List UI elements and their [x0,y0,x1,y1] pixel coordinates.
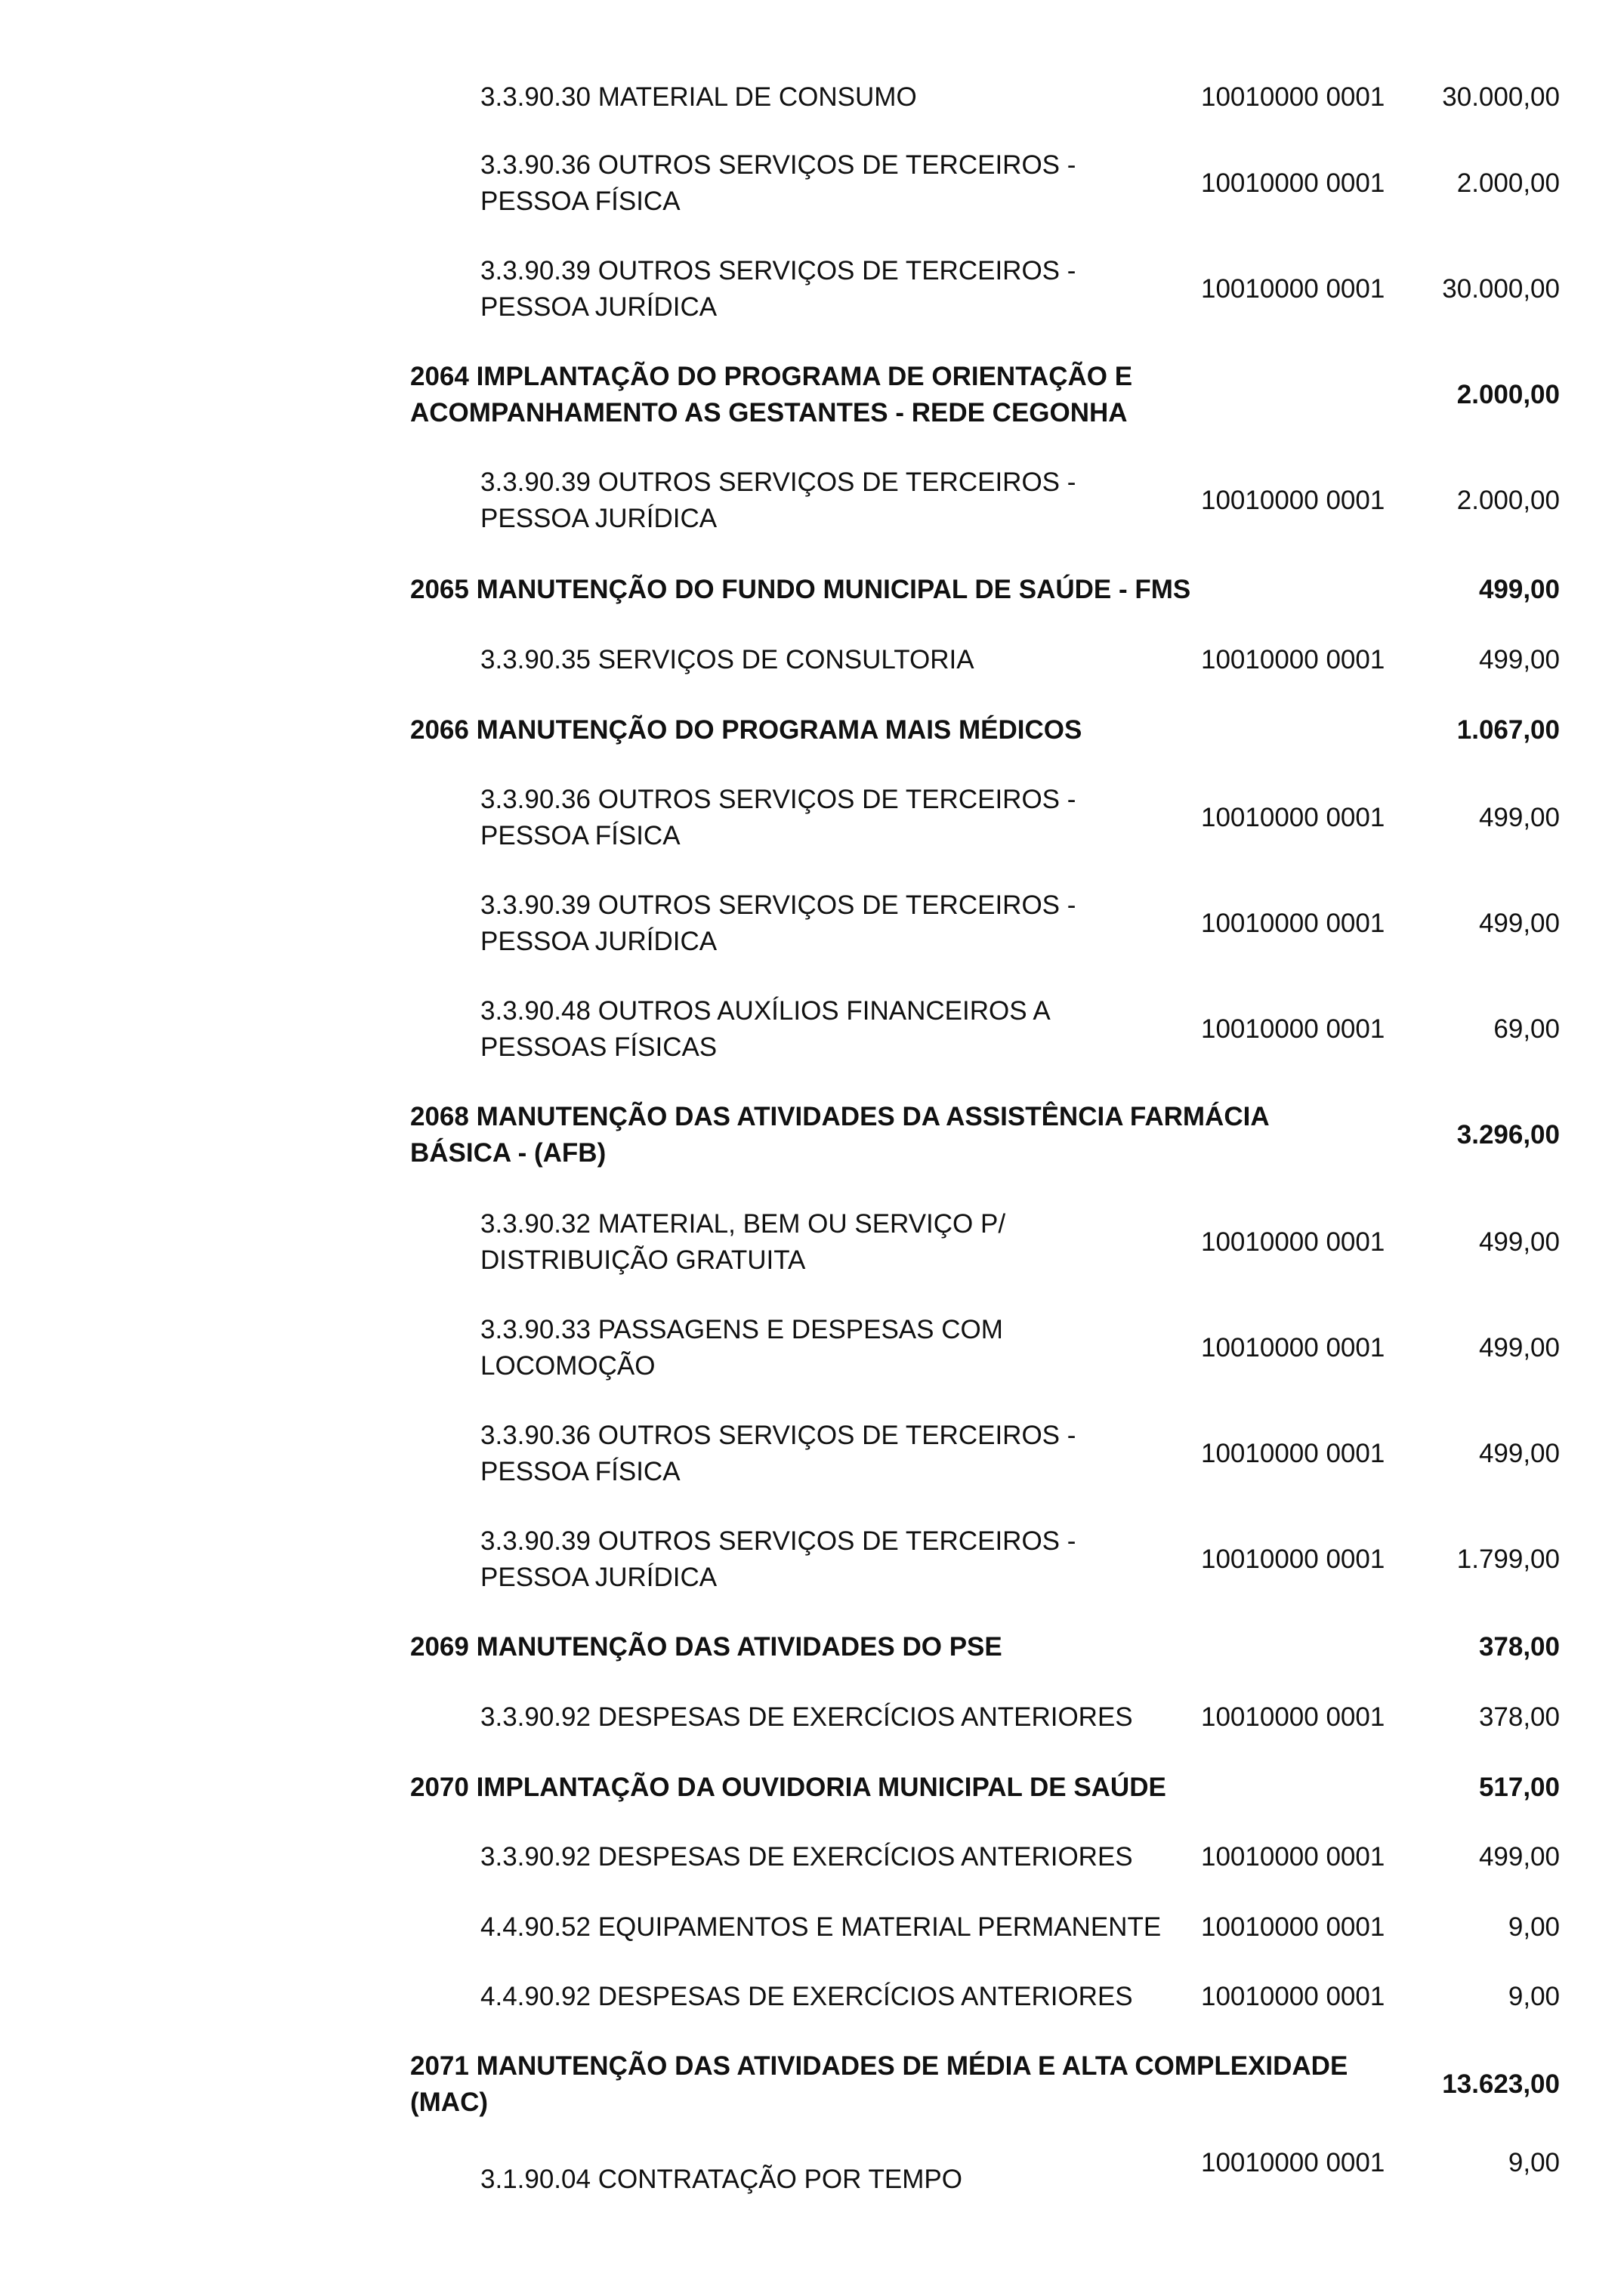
description-line: 3.3.90.32 MATERIAL, BEM OU SERVIÇO P/ [480,1209,1006,1239]
expense-value: 499,00 [1478,1227,1560,1257]
expense-value: 499,00 [1478,1842,1560,1872]
description-line: 3.3.90.36 OUTROS SERVIÇOS DE TERCEIROS - [480,150,1076,180]
resource-source-code: 10010000 0001 [1201,1439,1385,1468]
action-heading-row [0,359,1624,431]
expense-description [480,782,1145,854]
expense-value: 30.000,00 [1442,82,1560,112]
description-line: 2068 MANUTENÇÃO DAS ATIVIDADES DA ASSISTÊNCIA FARMÁCIA [410,1102,1270,1131]
expense-item-row [0,1523,1624,1596]
expense-description [480,1523,1145,1596]
description-line: 2069 MANUTENÇÃO DAS ATIVIDADES DO PSE [410,1632,1002,1662]
action-title [410,712,1422,748]
description-line: 2066 MANUTENÇÃO DO PROGRAMA MAIS MÉDICOS [410,715,1082,745]
expense-value: 499,00 [1478,803,1560,832]
expense-value: 499,00 [1478,1439,1560,1468]
resource-source-code: 10010000 0001 [1201,486,1385,515]
resource-source-code: 10010000 0001 [1201,1702,1385,1732]
expense-item-row [0,147,1624,220]
expense-value: 9,00 [1508,1982,1560,2011]
expense-value: 2.000,00 [1456,486,1560,515]
description-line: PESSOA FÍSICA [480,821,681,850]
description-line: 4.4.90.92 DESPESAS DE EXERCÍCIOS ANTERIORES [480,1982,1133,2011]
action-total-value: 378,00 [1478,1632,1560,1662]
action-total-value: 2.000,00 [1456,380,1560,409]
expense-value: 2.000,00 [1456,168,1560,198]
expense-item-row [0,1312,1624,1384]
action-heading-row [0,1770,1624,1806]
expense-description [480,464,1145,537]
expense-item-row [0,253,1624,326]
expense-item-row [0,1418,1624,1490]
action-title [410,359,1422,431]
expense-description [480,1979,1145,2015]
expense-description [480,253,1145,326]
expense-item-row [0,1909,1624,1946]
description-line: 3.3.90.48 OUTROS AUXÍLIOS FINANCEIROS A [480,996,1051,1026]
expense-description [480,1206,1145,1279]
description-line: 2064 IMPLANTAÇÃO DO PROGRAMA DE ORIENTAÇÃO E [410,362,1133,391]
expense-description [480,642,1145,678]
action-heading-row [0,572,1624,608]
description-line: 3.1.90.04 CONTRATAÇÃO POR TEMPO [480,2165,962,2194]
resource-source-code: 10010000 0001 [1201,1982,1385,2011]
resource-source-code: 10010000 0001 [1201,1227,1385,1257]
action-heading-row [0,1629,1624,1665]
action-total-value: 3.296,00 [1456,1120,1560,1150]
description-line: ACOMPANHAMENTO AS GESTANTES - REDE CEGONHA [410,398,1128,427]
resource-source-code: 10010000 0001 [1201,82,1385,112]
description-line: PESSOA JURÍDICA [480,504,718,533]
expense-description [480,1418,1145,1490]
expense-description [480,993,1145,1066]
description-line: 2065 MANUTENÇÃO DO FUNDO MUNICIPAL DE SAÚDE - FMS [410,575,1191,604]
action-total-value: 13.623,00 [1442,2069,1560,2099]
expense-item-row [0,993,1624,1066]
description-line: 3.3.90.39 OUTROS SERVIÇOS DE TERCEIROS - [480,256,1076,285]
description-line: PESSOA FÍSICA [480,187,681,216]
expense-item-row [0,1699,1624,1736]
expense-item-row [0,2145,1624,2194]
resource-source-code: 10010000 0001 [1201,1333,1385,1362]
expense-description [480,887,1145,960]
expense-item-row [0,782,1624,854]
resource-source-code: 10010000 0001 [1201,645,1385,674]
expense-value: 499,00 [1478,645,1560,674]
description-line: LOCOMOÇÃO [480,1351,656,1381]
description-line: 2070 IMPLANTAÇÃO DA OUVIDORIA MUNICIPAL DE SAÚDE [410,1773,1166,1802]
description-line: (MAC) [410,2088,489,2117]
description-line: 3.3.90.92 DESPESAS DE EXERCÍCIOS ANTERIORES [480,1842,1133,1872]
description-line: PESSOA JURÍDICA [480,292,718,322]
resource-source-code: 10010000 0001 [1201,274,1385,304]
description-line: PESSOA JURÍDICA [480,1563,718,1592]
expense-item-row [0,887,1624,960]
expense-item-row [0,1206,1624,1279]
expense-description [480,79,1145,116]
description-line: BÁSICA - (AFB) [410,1138,607,1168]
action-total-value: 1.067,00 [1456,715,1560,745]
description-line: PESSOAS FÍSICAS [480,1032,718,1062]
expense-value: 499,00 [1478,909,1560,938]
expense-value: 9,00 [1508,2148,1560,2177]
action-title [410,1770,1422,1806]
expense-value: 69,00 [1493,1014,1560,1044]
resource-source-code: 10010000 0001 [1201,1912,1385,1942]
description-line: 3.3.90.39 OUTROS SERVIÇOS DE TERCEIROS - [480,1526,1076,1556]
expense-description [480,1699,1145,1736]
action-total-value: 517,00 [1478,1773,1560,1802]
expense-item-row [0,464,1624,537]
description-line: DISTRIBUIÇÃO GRATUITA [480,1245,806,1275]
description-line: PESSOA JURÍDICA [480,927,718,956]
action-title [410,572,1422,608]
description-line: 3.3.90.36 OUTROS SERVIÇOS DE TERCEIROS - [480,1421,1076,1450]
expense-item-row [0,1979,1624,2015]
expense-item-row [0,642,1624,678]
resource-source-code: 10010000 0001 [1201,1545,1385,1574]
description-line: 3.3.90.92 DESPESAS DE EXERCÍCIOS ANTERIORES [480,1702,1133,1732]
expense-value: 378,00 [1478,1702,1560,1732]
resource-source-code: 10010000 0001 [1201,2148,1385,2177]
action-heading-row [0,2048,1624,2121]
description-line: PESSOA FÍSICA [480,1457,681,1486]
action-title [410,1099,1422,1171]
description-line: 3.3.90.35 SERVIÇOS DE CONSULTORIA [480,645,974,674]
action-title [410,2048,1422,2121]
resource-source-code: 10010000 0001 [1201,1014,1385,1044]
action-total-value: 499,00 [1478,575,1560,604]
description-line: 2071 MANUTENÇÃO DAS ATIVIDADES DE MÉDIA E ALTA COMPLEXIDADE [410,2051,1348,2081]
action-heading-row [0,1099,1624,1171]
expense-description [480,2162,1145,2198]
expense-description [480,1909,1162,1946]
expense-description [480,1839,1145,1875]
description-line: 3.3.90.39 OUTROS SERVIÇOS DE TERCEIROS - [480,890,1076,920]
description-line: 3.3.90.30 MATERIAL DE CONSUMO [480,82,917,112]
action-heading-row [0,712,1624,748]
expense-item-row [0,1839,1624,1875]
description-line: 3.3.90.39 OUTROS SERVIÇOS DE TERCEIROS - [480,468,1076,497]
resource-source-code: 10010000 0001 [1201,909,1385,938]
expense-value: 1.799,00 [1456,1545,1560,1574]
expense-description [480,147,1145,220]
description-line: 4.4.90.52 EQUIPAMENTOS E MATERIAL PERMANENTE [480,1912,1162,1942]
resource-source-code: 10010000 0001 [1201,803,1385,832]
action-title [410,1629,1422,1665]
resource-source-code: 10010000 0001 [1201,1842,1385,1872]
description-line: 3.3.90.33 PASSAGENS E DESPESAS COM [480,1315,1003,1344]
expense-description [480,1312,1145,1384]
expense-value: 499,00 [1478,1333,1560,1362]
resource-source-code: 10010000 0001 [1201,168,1385,198]
description-line: 3.3.90.36 OUTROS SERVIÇOS DE TERCEIROS - [480,785,1076,814]
expense-value: 30.000,00 [1442,274,1560,304]
expense-value: 9,00 [1508,1912,1560,1942]
expense-item-row [0,79,1624,116]
